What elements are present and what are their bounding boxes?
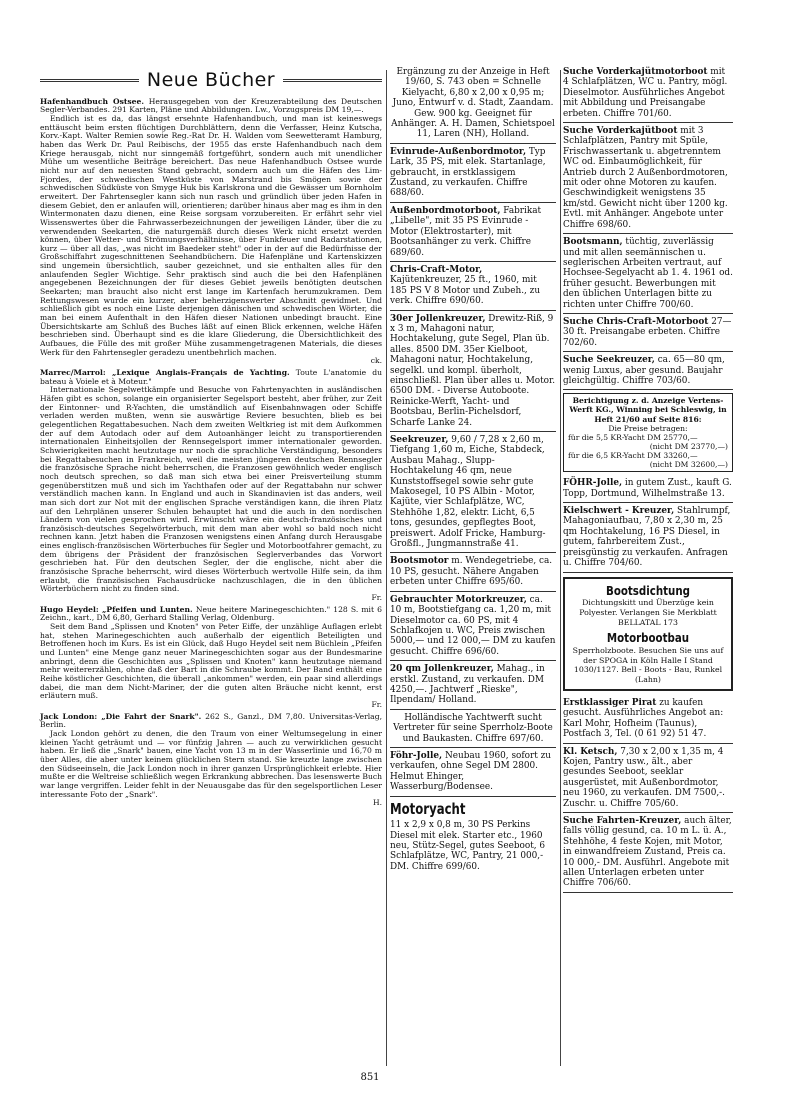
ad-headline: Gebrauchter Motorkreuzer, — [390, 594, 527, 605]
classified-ad — [563, 314, 733, 352]
book-reviews-column — [40, 64, 382, 811]
classified-ad — [390, 64, 556, 144]
review-header — [40, 369, 382, 386]
bootsdichtung-text: Dichtungskitt und Überzüge kein Polyester. Verlangen Sie Merkblatt BELLATAL 173 — [579, 598, 717, 627]
correction-note: (nicht DM 32600,—) — [649, 460, 728, 470]
review-entry — [40, 98, 382, 366]
review-body: Endlich ist es da, das längst ersehnte Hafenhandbuch, und man ist keineswegs enttäuscht beim ersten flüchtigen Durchblättern, denn die Verfasser, Heinz Kutscha, Korv.-Kapt. Walter Remien sowie Reg.-Rat Dr. H. Walden vom Seewetteramt Hamburg, haben das Werk Dr. Paul Reibischs, der 1955 das erste Hafenhandbuch nach dem Kriege herausgab, nicht nur sinngemäß fortgeführt, sondern auch mit unendlicher Mühe um wesentliche Beiträge bereichert. Das neue Hafenhandbuch Ostsee wurde nicht nur auf den neuesten Stand gebracht, sondern auch um die Häfen des Lim-Fjordes, der schwedischen Westküste von Marstrand bis Smögen sowie der schwedischen Südküste von Smyge Huk bis Karlskrona und die Gewässer um Bornholm erweitert. Der Fahrtensegler kann sich nun rasch und gründlich über jeden Hafen in diesem Gebiet, den er anlaufen will, orientieren; darüber hinaus aber mag es ihm in den Wintermonaten dazu dienen, eine Reise sorgsam vorzubereiten. Er erfährt sehr viel Wissenswertes über die Fahrwasserbezeichnungen der jeweiligen Länder, über die zu verwendenden Seekarten, die naturgemäß durch dieses Werk nicht ersetzt werden können, über Wetter- und Strömungsverhältnisse, über Funkfeuer und Radarstationen, kurz — über all das, „was nicht im Baedeker steht" oder in der auf die Bedürfnisse der Großschiffahrt zugeschnittenen Seehandbüchern. Die Hafenpläne und Kartenskizzen sind ungemein übersichtlich, sauber gezeichnet, und sie enthalten alles für den anlaufenden Segler Wichtige. Sehr praktisch sind auch die bei den Hafenplänen angegebenen Bezeichnungen der für dieses Gebiet jeweils benötigten deutschen Seekarten; man braucht also nicht erst lange im Kartenfach herumzukramen. Dem Rettungswesen wurde ein kurzer, aber beherzigenswerter Abschnitt gewidmet. Und schließlich gibt es noch eine Liste derjenigen dänischen und schwedischen Wörter, die man bei einem Aufenthalt in den Häfen dieser Nationen unbedingt braucht. Eine Übersichtskarte am Schluß des Buches läßt auf einen Blick erkennen, welche Häfen beschrieben sind. Überhaupt sind es die klare Gliederung, die Übersichtlichkeit des Aufbaues, die Fülle des mit großer Mühe zusammengetragenen Materials, die dieses Werk für den Fahrtensegler geradezu unentbehrlich machen. — [40, 113, 382, 357]
ad-text: Neubau 1960, sofort zu verkaufen, ohne Segel DM 2800. Helmut Ehinger, Wasserburg/Bodensee. — [390, 750, 551, 793]
classified-ad — [390, 144, 556, 203]
ad-text: Kajütenkreuzer, 25 ft., 1960, mit 185 PS V 8 Motor und Zubeh., zu verk. Chiffre 690/60. — [390, 275, 541, 307]
ad-headline: Suche Chris-Craft-Motorboot — [563, 316, 709, 327]
ad-headline: Bootsmann, — [563, 237, 623, 248]
ad-headline: Suche Seekreuzer, — [563, 355, 655, 366]
review-signature: Fr. — [371, 699, 382, 709]
section-header — [40, 70, 382, 92]
ad-headline: Bootsmotor — [390, 556, 449, 567]
ads-list — [563, 64, 733, 390]
review-header — [40, 98, 382, 115]
classified-ad — [390, 432, 556, 553]
ad-headline: Erstklassiger Pirat — [563, 697, 657, 708]
bootsdichtung-title: Bootsdichtung — [606, 582, 690, 598]
review-meta: Toute L'anatomie du bateau à Voiele et à Moteur." — [40, 368, 382, 386]
ad-headline: Suche Fahrten-Kreuzer, — [563, 815, 682, 826]
bootsdichtung-ad — [563, 577, 733, 691]
ad-text: 9,60 / 7,28 x 2,60 m, Tiefgang 1,60 m, Eiche, Stabdeck, Ausbau Mahag., Slupp-Hochtakelung 46 qm, neue Kunststoffsegel sowie sehr gute Makosegel, 10 PS Albin - Motor, Kajüte, vier Schlafplätze, WC, Stehhöhe 1,82, elektr. Licht, 6,5 tons, gesundes, gepflegtes Boot, preiswert. Adolf Fricke, Hamburg-Großfl., Jungmannstraße 41. — [390, 435, 546, 550]
review-title: Hugo Heydel: „Pfeifen und Lunten. — [40, 604, 193, 614]
ad-text: m. Wendegetriebe, ca. 10 PS, gesucht. Nähere Angaben erbeten unter Chiffre 695/60. — [390, 556, 553, 588]
classified-ad — [563, 64, 733, 123]
correction-rows — [568, 433, 728, 469]
classified-ad — [563, 475, 733, 503]
ad-text: Typ Lark, 35 PS, mit elek. Startanlage, gebraucht, in erstklassigem Zustand, zu verkaufen. Chiffre 688/60. — [390, 146, 546, 199]
ad-text: Ergänzung zu der Anzeige in Heft 19/60, S. 743 oben = Schnelle Kielyacht, 6,80 x 2,00 x 0,95 m; Juno, Entwurf v. d. Stadt, Zaandam. Gew. 900 kg. Geeignet für Anhänger. A. H. Damen, Schietspoel 11, Laren (NH), Holland. — [391, 67, 555, 140]
review-signature: ck. — [370, 356, 382, 366]
ad-headline: Suche Vorderkajütmotorboot — [563, 67, 708, 77]
ad-text: auch älter, falls völlig gesund, ca. 10 m L. ü. A., Stehhöhe, 4 feste Kojen, mit Motor, in einwandfreiem Zustand, Preis ca. 10 000,- DM. Ausführl. Angebote mit allen Unterlagen erbeten unter Chiffre 706/60. — [563, 815, 732, 889]
ad-text: ca. 65—80 qm, wenig Luxus, aber gesund. Baujahr gleichgültig. Chiffre 703/60. — [563, 355, 725, 386]
correction-title: Berichtigung z. d. Anzeige Vertens-Werft KG., Winning bei Schleswig, in Heft 21/60 auf Seite 816: — [569, 396, 727, 424]
column-divider — [386, 70, 387, 1066]
ad-text: Drewitz-Riß, 9 x 3 m, Mahagoni natur, Hochtakelung, gute Segel, Plan üb. alles. 8500 DM. 35er Kielboot, Mahagoni natur, Hochtakelung, segelkl. und kompl. überholt, einschließl. Plan über alles u. Motor. 6500 DM. - Diverse Autoboote. Reinicke-Werft, Yacht- und Bootsbau, Berlin-Pichelsdorf, Scharfe Lanke 24. — [390, 313, 556, 428]
review-title: Marrec/Marrol: „Lexique Anglais-Français de Yachting. — [40, 368, 290, 377]
classified-ad — [390, 592, 556, 661]
ad-text: tüchtig, zuverlässig und mit allen seemännischen u. seglerischen Arbeiten vertraut, auf Hochsee-Segelyacht ab 1. 4. 1961 od. früher gesucht. Bewerbungen mit den üblichen Unterlagen bitte zu richten unter Chiffre 700/60. — [563, 237, 733, 310]
ad-headline: Suche Vorderkajütboot — [563, 126, 678, 137]
ad-headline: Außenbordmotorboot, — [390, 205, 501, 216]
ad-text: mit 4 Schlafplätzen, WC u. Pantry, mögl. Dieselmotor. Ausführliches Angebot mit Abbildung und Preisangabe erbeten. Chiffre 701/60. — [563, 67, 728, 119]
correction-price: für die 6,5 KR-Yacht DM 33260,— — [568, 451, 698, 461]
ad-text: in gutem Zust., kauft G. Topp, Dortmund, Wilhelmstraße 13. — [563, 478, 732, 499]
correction-sub: Die Preise betragen: — [608, 423, 688, 433]
classified-ad — [563, 123, 733, 234]
classified-ad — [563, 503, 733, 572]
classified-ad — [563, 352, 733, 390]
review-title: Jack London: „Die Fahrt der Snark". — [40, 711, 202, 721]
classified-ad — [390, 203, 556, 262]
classified-ad — [563, 744, 733, 813]
ad-headline: Kl. Ketsch, — [563, 746, 618, 757]
classified-ad — [390, 710, 556, 748]
ads-list — [563, 695, 733, 893]
ad-text: 7,30 x 2,00 x 1,35 m, 4 Kojen, Pantry usw., ält., aber gesundes Seeboot, seeklar ausgerüstet, mit Außenbordmotor, neu 1960, zu verkaufen. DM 7500,-. Zuschr. u. Chiffre 705/60. — [563, 746, 725, 809]
section-title: Neue Bücher — [146, 69, 276, 91]
ad-headline: 30er Jollenkreuzer, — [390, 313, 486, 324]
correction-row — [568, 451, 728, 469]
ad-text: Holländische Yachtwerft sucht Vertreter für seine Sperrholz-Boote und Baukasten. Chiffre 697/60. — [393, 712, 553, 744]
ad-headline: 20 qm Jollenkreuzer, — [390, 664, 494, 675]
correction-price: für die 5,5 KR-Yacht DM 25770,— — [568, 432, 698, 442]
classified-ad — [563, 813, 733, 893]
ad-text: Fabrikat „Libelle", mit 35 PS Evinrude - Motor (Elektrostarter), mit Bootsanhänger zu verk. Chiffre 689/60. — [390, 205, 542, 258]
review-body: Seit dem Band „Splissen und Knoten" von Peter Eiffe, der unzählige Auflagen erlebt hat, stehen Marinegeschichten auch außerhalb der eigentlich Beteiligten und Betroffenen hoch im Kurs. Es ist ein Glück, daß Hugo Heydel seit nem Büchlein „Pfeifen und Lunten" eine Menge ganz neuer Marinegeschichten sogar aus der Bundesmarine anbringt, denn die Geschichten aus „Splissen und Knoten" kann heutzutage niemand mehr weitererzählen, ohne daß der Bart in die Schraube kommt. Der Band enthält eine Reihe köstlicher Geschichten, die überall „ankommen" werden, ein paar sind allerdings dabei, die man dem Nicht-Mariner, der die guten alten Bräuche nicht kennt, erst erläutern muß. — [40, 622, 382, 701]
motoryacht-heading: Motoryacht — [390, 799, 466, 818]
ads-list — [390, 64, 556, 797]
classified-ad — [390, 311, 556, 432]
correction-notice — [563, 393, 733, 472]
classified-ad — [563, 234, 733, 314]
review-meta: Herausgegeben von der Kreuzerabteilung des Deutschen Segler-Verbandes. 291 Karten, Pläne und Abbildungen. Lw., Vorzugspreis DM 19,—. — [40, 96, 382, 115]
review-signature: Fr. — [371, 593, 382, 603]
review-meta: Neue heitere Marinegeschichten." 128 S. mit 6 Zeichn., kart., DM 6,80, Gerhard Stalling Verlag, Oldenburg. — [40, 604, 382, 623]
motoryacht-text: 11 x 2,9 x 0,8 m, 30 PS Perkins Diesel mit elek. Starter etc., 1960 neu, Stütz-Segel, gutes Seeboot, 6 Schlafplätze, WC, Pantry, 21 000,- DM. Chiffre 699/60. — [390, 820, 546, 872]
review-body: Jack London gehört zu denen, die den Traum von einer Weltumsegelung in einer kleinen Yacht geträumt und — vor fünfzig Jahren — auch zu verwirklichen gesucht haben. Er ließ die „Snark" bauen, eine Yacht von 13 m in der Wasserlinie und 16,70 m über Alles, die aber unter keinem glücklichen Stern stand. Sie kreuzte lange zwischen den Südseeinseln, die Jack London noch in ihrer ganzen Ursprünglichkeit erlebte. Hier mußte er die Weltreise schließlich wegen Erkrankung abbrechen. Das lesenswerte Buch war lange vergriffen. Leider fehlt in der Neuausgabe das für den segelsportlichen Leser interessante Foto der „Snark". — [40, 728, 382, 799]
ad-text: Mahag., in erstkl. Zustand, zu verkaufen. DM 4250,—. Jachtwerf „Rieske", Ilpendam/ Holland. — [390, 664, 545, 706]
header-rule-left — [40, 79, 139, 82]
ad-text: mit 3 Schlafplätzen, Pantry mit Spüle, Frischwassertank u. abgetrenntem WC od. Einbaumöglichkeit, für Antrieb durch 2 Außenbordmotoren, mit oder ohne Motoren zu kaufen. Geschwindigkeit wenigstens 35 km/std. Gewicht nicht über 1200 kg. Evtl. mit Anhänger. Angebote unter Chiffre 698/60. — [563, 126, 728, 230]
review-header — [40, 606, 382, 623]
review-title: Hafenhandbuch Ostsee. — [40, 96, 144, 106]
classified-ad — [563, 695, 733, 744]
review-entry — [40, 713, 382, 808]
ad-headline: FÖHR-Jolle, — [563, 478, 623, 489]
review-signature: H. — [372, 798, 382, 808]
classified-column-3 — [563, 64, 733, 893]
classified-column-2 — [390, 64, 556, 872]
ad-text: ca. 10 m, Bootstiefgang ca. 1,20 m, mit Dieselmotor ca. 60 PS, mit 4 Schlafkojen u. WC, Preis zwischen 5000,— und 12 000,— DM zu kaufen gesucht. Chiffre 696/60. — [390, 594, 556, 657]
ad-headline: Kielschwert - Kreuzer, — [563, 506, 675, 517]
correction-note: (nicht DM 23770,—) — [649, 441, 728, 451]
classified-ad — [390, 262, 556, 311]
header-rule-right — [283, 79, 382, 82]
ad-headline: Föhr-Jolle, — [390, 750, 443, 761]
review-entry — [40, 369, 382, 603]
page-number: 851 — [360, 1072, 380, 1083]
motorbootbau-text: Sperrholzboote. Besuchen Sie uns auf der SPOGA in Köln Halle I Stand 1030/1127. Bell - Boots - Bau, Runkel (Lahn) — [572, 645, 724, 685]
ad-headline: Seekreuzer, — [390, 435, 449, 445]
review-entry — [40, 606, 382, 710]
review-body: Internationale Segelwettkämpfe und Besuche von Fahrtenyachten in ausländischen Häfen gibt es schon, solange ein organisierter Segelsport besteht, aber früher, zur Zeit der Eintonner- und R-Yachten, die umständlich auf Eisenbahnwagen oder Schiffe verladen werden mußten, wenn sie auswärtige Reviere besuchten, blieb es bei gelegentlichen Regattabesuchen. Nach dem zweiten Weltkrieg ist mit dem Aufkommen der auf dem Autodach oder auf dem Autoanhänger leicht zu transportierenden internationalen Einheitsjollen der Rennsegelsport immer internationaler geworden. Schwierigkeiten macht heutzutage nur noch die sprachliche Verständigung, besonders bei Regattabesuchen in Frankreich, weil die meisten jüngeren deutschen Rennsegler die französische Sprache nicht beherrschen, die Franzosen gewöhnlich weder englisch noch deutsch sprechen, so daß man sich etwa bei einer Preisverteilung stumm gegenüberstitzen muß und sich im Yachthafen oder auf der Regattabahn nur schwer verständlich machen kann. In England und auch in Skandinavien ist das anders, weil man sich dort zur Not mit der englischen Sprache verständigen kann, die ihren Platz auf den Lehrplänen unserer Schulen behauptet hat und die auch in den nordischen Ländern von vielen gesprochen wird. Erwünscht wäre ein deutsch-französisches und französisch-deutsches Segelwörterbuch, mit dem man aber wohl so bald noch nicht rechnen kann. Jetzt haben die Franzosen wenigstens einen Anfang durch Herausgabe eines englisch-französischen Wörterbuches für Segler und Motorbootfahrer gemacht, zu dem übrigens der Präsident der französischen Seglerverbandes das Vorwort geschrieben hat. Für den deutschen Segler, der die englische, nicht aber die französische Sprache beherrscht, wird dieses Wörterbuch wertvolle Hilfe sein, da ihm erlaubt, die französischen Fachausdrücke nachzuschlagen, die in den üblichen Wörterbüchern nicht zu finden sind. — [40, 385, 382, 594]
reviews-list — [40, 98, 382, 808]
ad-headline: Evinrude-Außenbordmotor, — [390, 146, 527, 157]
column-divider — [560, 70, 561, 1066]
classified-ad — [390, 553, 556, 591]
ads-list — [563, 475, 733, 572]
review-header — [40, 713, 382, 730]
ad-headline: Chris-Craft-Motor, — [390, 264, 483, 275]
ad-text: 27—30 ft. Preisangabe erbeten. Chiffre 702/60. — [563, 316, 732, 348]
correction-row — [568, 433, 728, 451]
classified-ad — [390, 748, 556, 797]
ad-text: zu kaufen gesucht. Ausführliches Angebot an: Karl Mohr, Hofheim (Taunus), Postfach 3, Tel. (0 61 92) 51 47. — [563, 697, 724, 740]
classified-ad — [390, 661, 556, 710]
motorbootbau-title: Motorbootbau — [606, 630, 690, 646]
ad-text: Stahlrumpf, Mahagoniaufbau, 7,80 x 2,30 m, 25 qm Hochtakelung, 16 PS Diesel, in gutem, fahrbereitem Zust., preisgünstig zu verkaufen. Anfragen u. Chiffre 704/60. — [563, 506, 731, 569]
review-meta: 262 S., Ganzl., DM 7,80. Universitas-Verlag, Berlin. — [40, 711, 382, 730]
